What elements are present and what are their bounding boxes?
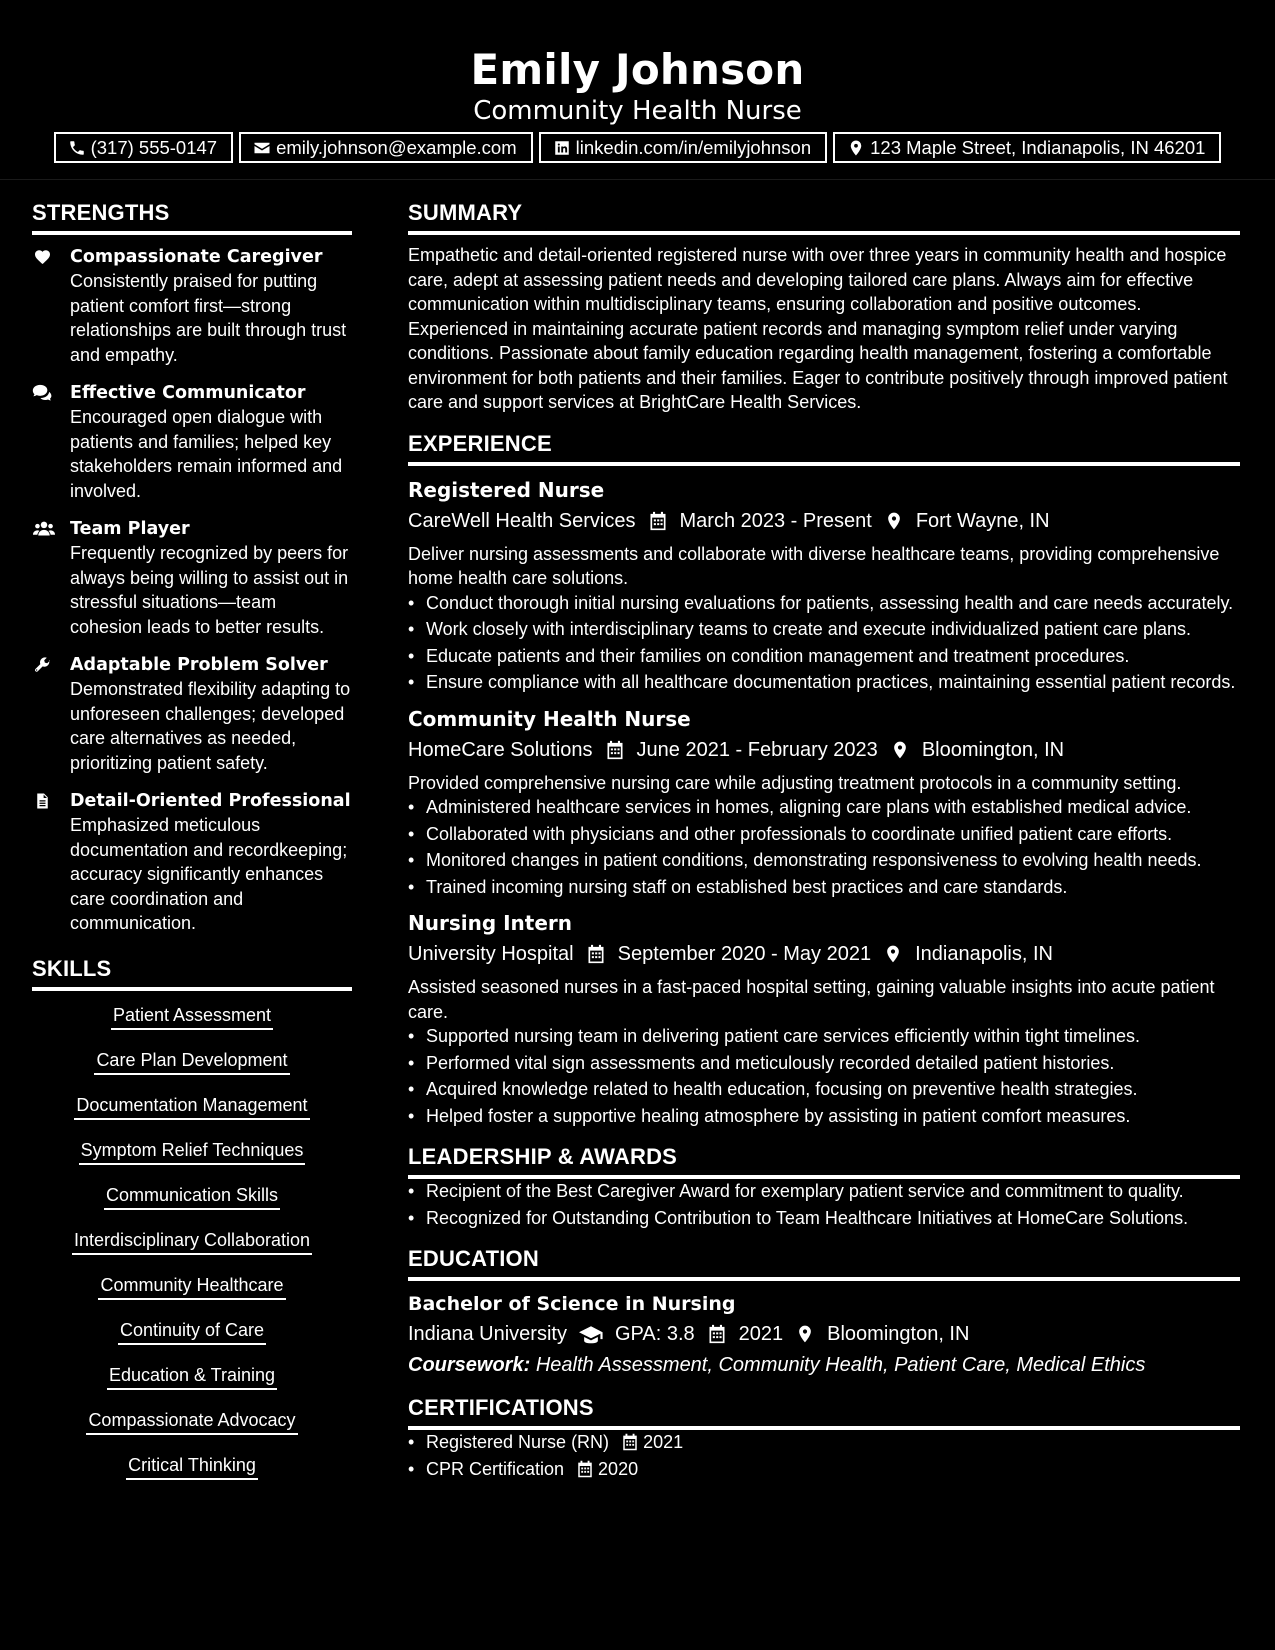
calendar-icon <box>707 1324 727 1344</box>
left-column <box>32 198 352 1498</box>
job-entry <box>408 476 1240 695</box>
skill-tag: Communication Skills <box>104 1183 280 1210</box>
job-meta <box>408 939 1240 969</box>
job-meta <box>408 506 1240 536</box>
strength-desc: Encouraged open dialogue with patients and families; helped key stakeholders remain informed and involved. <box>70 407 343 501</box>
certifications-section <box>408 1393 1240 1481</box>
certification-item <box>408 1430 1240 1455</box>
experience-section <box>408 429 1240 1129</box>
job-entry <box>408 909 1240 1128</box>
calendar-icon <box>586 944 606 964</box>
job-title: Community Health Nurse <box>408 706 691 731</box>
skill-tag: Interdisciplinary Collaboration <box>72 1228 312 1255</box>
wrench-icon <box>32 656 53 674</box>
skill-tag: Compassionate Advocacy <box>86 1408 297 1435</box>
job-title: Nursing Intern <box>408 911 573 935</box>
certification-year: 2020 <box>598 1458 639 1479</box>
job-entry <box>408 705 1240 900</box>
graduation-year: 2021 <box>738 1323 784 1345</box>
strength-item <box>32 653 352 775</box>
certification-item <box>408 1457 1240 1482</box>
contact-email-text: emily.johnson@example.com <box>276 136 517 158</box>
strengths-section <box>32 198 352 936</box>
right-column <box>408 198 1240 1483</box>
job-location: Bloomington, IN <box>921 738 1065 761</box>
job-dates: June 2021 - February 2023 <box>636 738 878 761</box>
strength-desc: Frequently recognized by peers for always being willing to assist out in stressful situations—team cohesion leads to better results. <box>70 543 349 637</box>
heart-icon <box>32 248 53 266</box>
job-dates: March 2023 - Present <box>679 509 872 532</box>
job-bullet: • Helped foster a supportive healing atmosphere by assisting in patient comfort measures. <box>408 1104 1240 1129</box>
users-icon <box>32 520 56 538</box>
envelope-icon <box>253 139 271 157</box>
coursework-list: Health Assessment, Community Health, Patient Care, Medical Ethics <box>535 1354 1146 1376</box>
skill-tag: Community Healthcare <box>98 1273 285 1300</box>
education-meta <box>408 1319 1240 1349</box>
coursework-label: Coursework: <box>408 1354 531 1376</box>
certification-year: 2021 <box>643 1432 684 1452</box>
contact-email[interactable] <box>239 132 533 163</box>
comments-icon <box>32 384 53 402</box>
job-location: Fort Wayne, IN <box>915 509 1050 532</box>
job-description: Assisted seasoned nurses in a fast-paced hospital setting, gaining valuable insights into acute patient care. <box>408 977 1215 1022</box>
summary-heading: SUMMARY <box>408 198 1240 235</box>
job-bullet: • Conduct thorough initial nursing evaluations for patients, assessing health and care needs accurately. <box>408 591 1240 616</box>
strength-desc: Demonstrated flexibility adapting to unforeseen challenges; developed care alternatives as needed, prioritizing patient safety. <box>70 679 351 773</box>
skill-tag: Care Plan Development <box>94 1048 289 1075</box>
strength-desc: Consistently praised for putting patient comfort first—strong relationships are built through trust and empathy. <box>70 271 347 365</box>
job-meta <box>408 735 1240 765</box>
phone-icon <box>68 139 86 157</box>
resume-header <box>0 0 1275 180</box>
job-description: Provided comprehensive nursing care while adjusting treatment protocols in a community setting. <box>408 772 1182 793</box>
map-pin-icon <box>847 139 865 157</box>
gpa: GPA: 3.8 <box>614 1323 695 1345</box>
strength-item <box>32 245 352 367</box>
strength-item <box>32 517 352 639</box>
strength-title: Adaptable Problem Solver <box>70 655 328 675</box>
contact-linkedin[interactable] <box>539 132 827 163</box>
summary-text: Empathetic and detail-oriented registered nurse with over three years in community health and hospice care, adept at assessing patient needs and developing tailored care plans. Always aim for effective communication within multidisciplinary teams, ensuring collaboration and positive outcomes. Experienced in maintaining accurate patient records and managing symptom relief under varying conditions. Passionate about family education regarding health management, fostering a comfortable environment for both patients and their families. Eager to contribute positively through improved patient care and support services at BrightCare Health Services. <box>408 245 1228 412</box>
job-bullet: • Monitored changes in patient conditions, demonstrating responsiveness to evolving health needs. <box>408 848 1240 873</box>
skill-tag: Continuity of Care <box>118 1318 266 1345</box>
leadership-heading: LEADERSHIP & AWARDS <box>408 1142 1240 1179</box>
strength-desc: Emphasized meticulous documentation and recordkeeping; accuracy significantly enhances care coordination and communication. <box>70 815 348 933</box>
job-company: CareWell Health Services <box>408 509 636 532</box>
candidate-title: Community Health Nurse <box>473 96 802 126</box>
job-bullet: • Trained incoming nursing staff on established best practices and care standards. <box>408 875 1240 900</box>
job-bullet: • Work closely with interdisciplinary teams to create and execute individualized patient care plans. <box>408 617 1240 642</box>
contact-bar <box>0 132 1275 163</box>
contact-phone[interactable] <box>54 132 234 163</box>
strength-title: Effective Communicator <box>70 383 306 403</box>
contact-phone-text: (317) 555-0147 <box>90 136 218 158</box>
job-bullet: • Collaborated with physicians and other professionals to coordinate unified patient care efforts. <box>408 822 1240 847</box>
job-dates: September 2020 - May 2021 <box>617 943 872 965</box>
school-name: Indiana University <box>408 1323 567 1345</box>
job-title: Registered Nurse <box>408 477 605 502</box>
job-bullet: • Performed vital sign assessments and meticulously recorded detailed patient histories. <box>408 1051 1240 1076</box>
certification-name: • CPR Certification <box>426 1458 565 1479</box>
map-pin-icon <box>883 944 903 964</box>
contact-address[interactable] <box>833 132 1221 163</box>
strength-item <box>32 381 352 503</box>
skills-heading: SKILLS <box>32 954 352 991</box>
contact-address-text: 123 Maple Street, Indianapolis, IN 46201 <box>870 136 1206 158</box>
leadership-section <box>408 1142 1240 1230</box>
skill-tag: Education & Training <box>107 1363 277 1390</box>
experience-heading: EXPERIENCE <box>408 429 1240 466</box>
map-pin-icon <box>884 511 904 531</box>
strength-title: Detail-Oriented Professional <box>70 791 351 811</box>
strength-title: Team Player <box>70 519 190 539</box>
contact-linkedin-text: linkedin.com/in/emilyjohnson <box>575 136 812 158</box>
calendar-icon <box>605 740 625 760</box>
map-pin-icon <box>890 740 910 760</box>
education-heading: EDUCATION <box>408 1244 1240 1281</box>
map-pin-icon <box>795 1324 815 1344</box>
certifications-heading: CERTIFICATIONS <box>408 1393 1240 1430</box>
skills-section <box>32 954 352 1498</box>
job-company: University Hospital <box>408 943 574 965</box>
coursework <box>408 1351 1240 1379</box>
calendar-icon <box>648 511 668 531</box>
skill-tag: Documentation Management <box>74 1093 309 1120</box>
calendar-icon <box>576 1460 594 1478</box>
certification-name: • Registered Nurse (RN) <box>426 1432 610 1452</box>
job-bullet: • Supported nursing team in delivering patient care services efficiently within tight timelines. <box>408 1024 1240 1049</box>
skill-tag: Symptom Relief Techniques <box>79 1138 306 1165</box>
education-section <box>408 1244 1240 1379</box>
skill-tag: Critical Thinking <box>126 1453 258 1480</box>
job-bullet: • Ensure compliance with all healthcare documentation practices, maintaining essential patient records. <box>408 670 1240 695</box>
degree-title: Bachelor of Science in Nursing <box>408 1293 736 1315</box>
summary-section <box>408 198 1240 415</box>
linkedin-icon <box>553 139 571 157</box>
strength-title: Compassionate Caregiver <box>70 247 323 267</box>
award-item: • Recipient of the Best Caregiver Award for exemplary patient service and commitment to quality. <box>408 1179 1240 1204</box>
job-bullet: • Educate patients and their families on condition management and treatment procedures. <box>408 644 1240 669</box>
candidate-name: Emily Johnson <box>470 45 805 94</box>
calendar-icon <box>621 1433 639 1451</box>
job-bullet: • Acquired knowledge related to health education, focusing on preventive health strategies. <box>408 1077 1240 1102</box>
graduation-cap-icon <box>579 1324 603 1344</box>
job-description: Deliver nursing assessments and collaborate with diverse healthcare teams, providing comprehensive home health care solutions. <box>408 543 1220 588</box>
strength-item <box>32 789 352 936</box>
skill-tag: Patient Assessment <box>111 1003 273 1030</box>
job-company: HomeCare Solutions <box>408 738 593 761</box>
job-location: Indianapolis, IN <box>915 943 1053 965</box>
award-item: • Recognized for Outstanding Contribution to Team Healthcare Initiatives at HomeCare Solutions. <box>408 1206 1240 1231</box>
document-icon <box>32 792 53 810</box>
job-bullet: • Administered healthcare services in homes, aligning care plans with established medical advice. <box>408 795 1240 820</box>
education-location: Bloomington, IN <box>827 1323 970 1345</box>
strengths-heading: STRENGTHS <box>32 198 352 235</box>
